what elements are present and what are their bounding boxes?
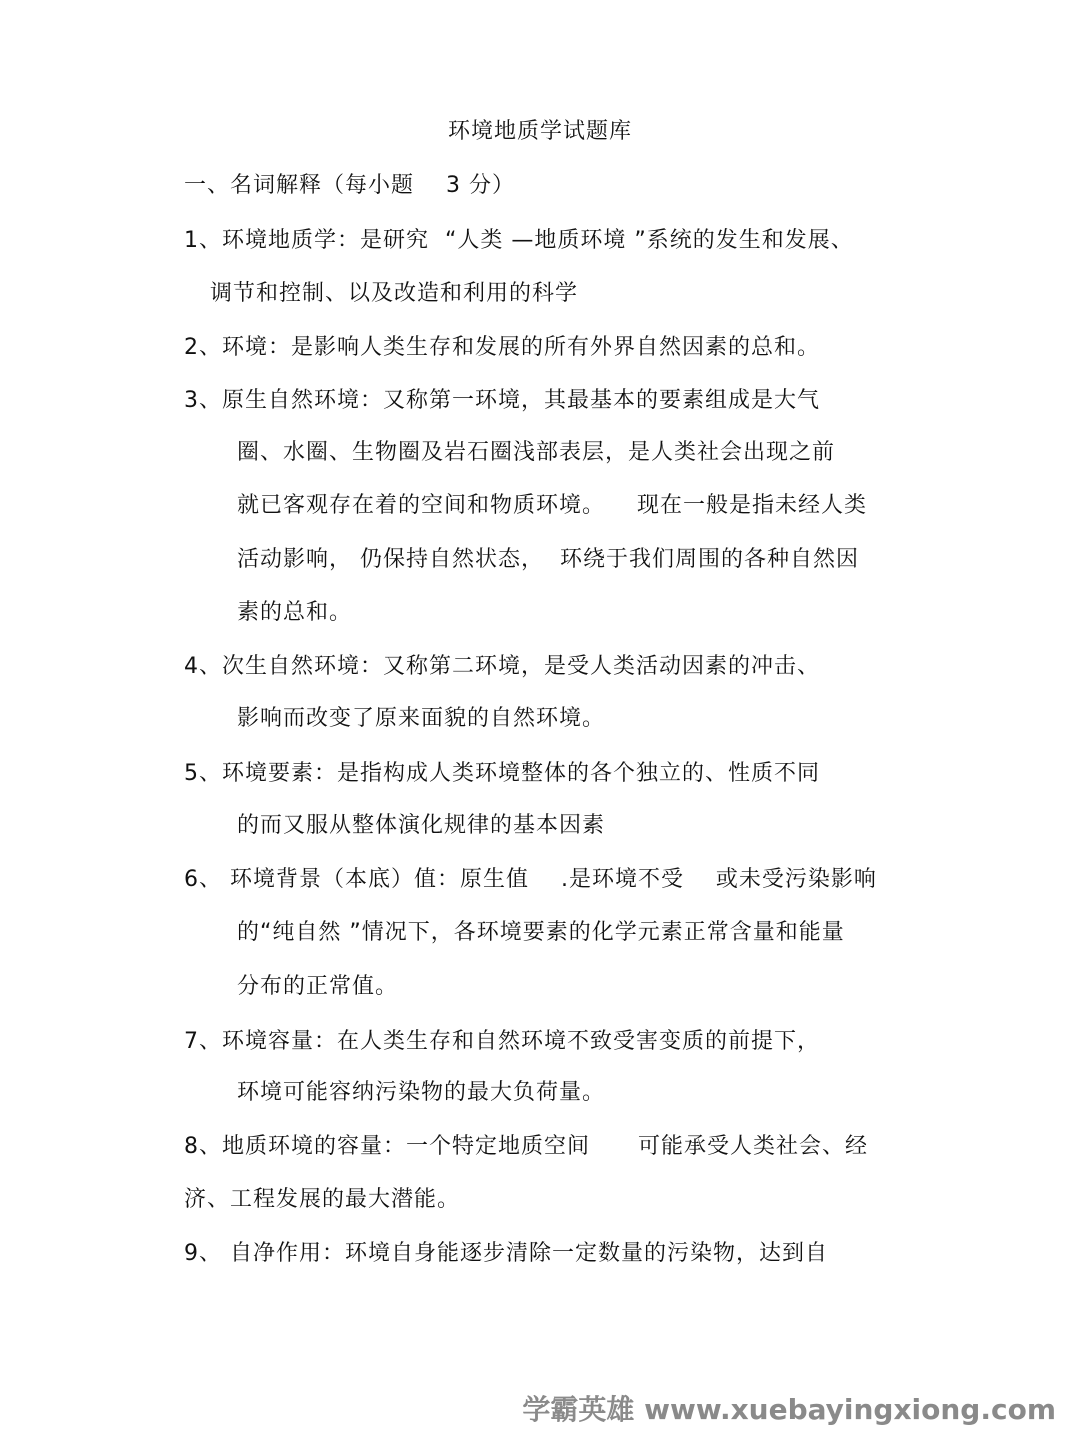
text-line-20: 9、 自净作用：环境自身能逐步清除一定数量的污染物，达到自 [184, 1241, 828, 1266]
text-line-14: 的“纯自然 ”情况下，各环境要素的化学元素正常含量和能量 [237, 920, 845, 945]
text-line-13: 6、 环境背景（本底）值：原生值 .是环境不受 或未受污染影响 [184, 867, 877, 892]
text-line-3: 2、环境：是影响人类生存和发展的所有外界自然因素的总和。 [184, 335, 820, 360]
page-title: 环境地质学试题库 [447, 119, 632, 144]
text-line-7: 活动影响， 仍保持自然状态， 环绕于我们周围的各种自然因 [237, 547, 859, 572]
text-line-11: 5、环境要素：是指构成人类环境整体的各个独立的、性质不同 [184, 761, 820, 786]
text-line-10: 影响而改变了原来面貌的自然环境。 [237, 706, 606, 731]
text-line-8: 素的总和。 [237, 600, 353, 625]
text-line-17: 环境可能容纳污染物的最大负荷量。 [237, 1080, 606, 1105]
text-line-18: 8、地质环境的容量：一个特定地质空间 可能承受人类社会、经 [184, 1134, 868, 1159]
text-line-4: 3、原生自然环境：又称第一环境，其最基本的要素组成是大气 [184, 388, 820, 413]
text-line-2: 调节和控制、以及改造和利用的科学 [210, 281, 579, 306]
text-line-5: 圈、水圈、生物圈及岩石圈浅部表层，是人类社会出现之前 [237, 440, 836, 465]
section-heading: 一、名词解释（每小题 3 分） [184, 173, 515, 198]
text-line-12: 的而又服从整体演化规律的基本因素 [237, 813, 606, 838]
text-line-16: 7、环境容量：在人类生存和自然环境不致受害变质的前提下， [184, 1029, 820, 1054]
text-line-9: 4、次生自然环境：又称第二环境，是受人类活动因素的冲击、 [184, 654, 820, 679]
text-line-1: 1、环境地质学：是研究 “人类 —地质环境 ”系统的发生和发展、 [184, 228, 854, 253]
watermark: 学霸英雄 www.xuebayingxiong.com [522, 1393, 1056, 1426]
text-line-15: 分布的正常值。 [237, 974, 399, 999]
text-line-6: 就已客观存在着的空间和物质环境。 现在一般是指未经人类 [237, 493, 867, 518]
text-line-19: 济、工程发展的最大潜能。 [184, 1187, 461, 1212]
